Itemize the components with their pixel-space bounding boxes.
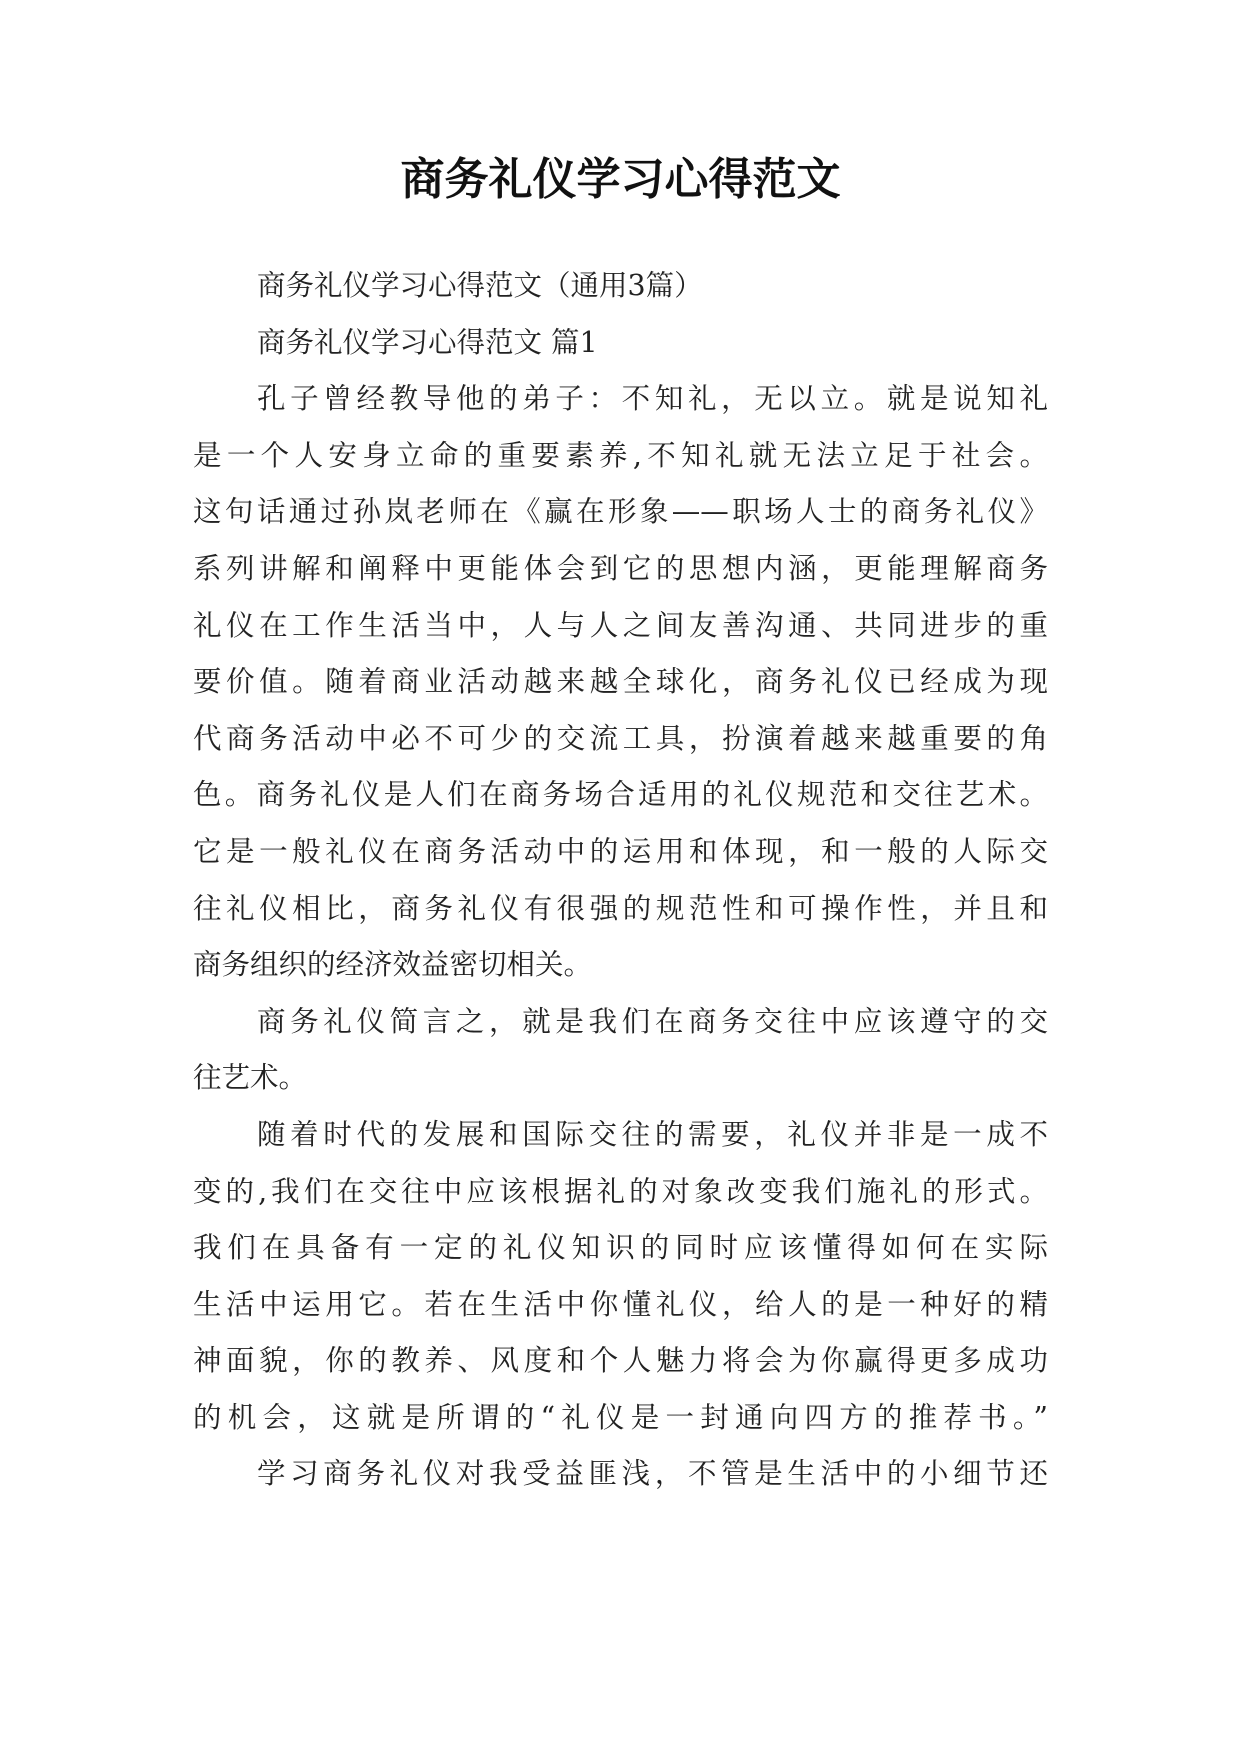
body-line: 商务礼仪学习心得范文（通用3篇） [257, 269, 703, 302]
body-line: 它是一般礼仪在商务活动中的运用和体现，和一般的人际交 [193, 834, 1048, 868]
body-line: 往艺术。 [193, 1061, 308, 1095]
body-line: 孔子曾经教导他的弟子：不知礼，无以立。就是说知礼 [257, 382, 1048, 416]
document-body [193, 258, 1048, 1503]
body-line: 我们在具备有一定的礼仪知识的同时应该懂得如何在实际 [193, 1231, 1048, 1265]
body-line: 神面貌，你的教养、风度和个人魅力将会为你赢得更多成功 [193, 1344, 1048, 1378]
body-line: 代商务活动中必不可少的交流工具，扮演着越来越重要的角 [193, 721, 1048, 755]
body-line: 这句话通过孙岚老师在《赢在形象——职场人士的商务礼仪》 [193, 495, 1048, 529]
body-line: 商务礼仪学习心得范文 篇1 [257, 325, 598, 359]
body-line: 色。商务礼仪是人们在商务场合适用的礼仪规范和交往艺术。 [193, 778, 1048, 812]
body-line: 要价值。随着商业活动越来越全球化，商务礼仪已经成为现 [193, 665, 1048, 699]
body-line: 生活中运用它。若在生活中你懂礼仪，给人的是一种好的精 [193, 1287, 1048, 1321]
body-line: 随着时代的发展和国际交往的需要，礼仪并非是一成不 [257, 1117, 1048, 1151]
body-line: 商务礼仪简言之，就是我们在商务交往中应该遵守的交 [257, 1004, 1048, 1038]
body-line: 的机会，这就是所谓的“礼仪是一封通向四方的推荐书。” [193, 1400, 1048, 1434]
page-title: 商务礼仪学习心得范文 [400, 154, 841, 205]
body-line: 商务组织的经济效益密切相关。 [193, 948, 593, 982]
body-line: 是一个人安身立命的重要素养,不知礼就无法立足于社会。 [193, 438, 1048, 472]
body-line: 学习商务礼仪对我受益匪浅，不管是生活中的小细节还 [257, 1457, 1048, 1491]
body-line: 往礼仪相比，商务礼仪有很强的规范性和可操作性，并且和 [193, 891, 1048, 925]
body-line: 变的,我们在交往中应该根据礼的对象改变我们施礼的形式。 [193, 1174, 1048, 1208]
body-line: 礼仪在工作生活当中，人与人之间友善沟通、共同进步的重 [193, 608, 1048, 642]
body-line: 系列讲解和阐释中更能体会到它的思想内涵，更能理解商务 [193, 551, 1048, 585]
